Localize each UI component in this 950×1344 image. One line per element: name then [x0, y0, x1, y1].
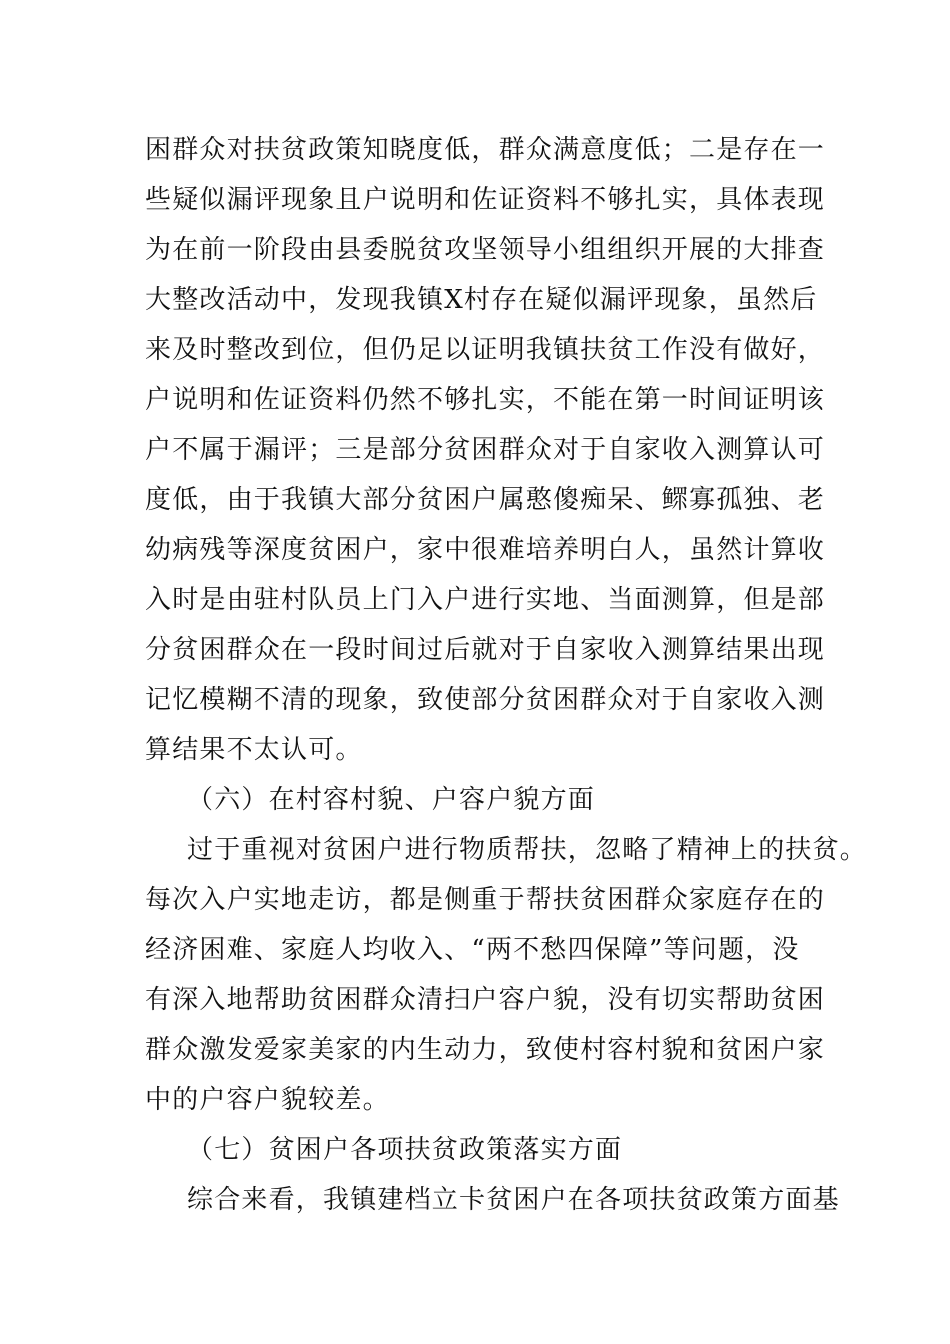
body-text-line: 中的户容户貌较差。 — [145, 1085, 390, 1115]
body-text-line: 每次入户实地走访，都是侧重于帮扶贫困群众家庭存在的 — [145, 885, 826, 915]
body-text-line: 幼病残等深度贫困户，家中很难培养明白人，虽然计算收 — [145, 535, 826, 565]
body-text-line: 算结果不太认可。 — [145, 735, 363, 765]
body-text-line: 来及时整改到位，但仍足以证明我镇扶贫工作没有做好， — [145, 335, 826, 365]
body-text-line: 些疑似漏评现象且户说明和佐证资料不够扎实，具体表现 — [145, 185, 826, 215]
body-text-line: 困群众对扶贫政策知晓度低，群众满意度低；二是存在一 — [145, 135, 826, 165]
paragraph-first-line: 综合来看，我镇建档立卡贫困户在各项扶贫政策方面基 — [187, 1185, 840, 1215]
body-text-line: 度低，由于我镇大部分贫困户属憨傻痴呆、鳏寡孤独、老 — [145, 485, 826, 515]
body-text-line: 有深入地帮助贫困群众清扫户容户貌，没有切实帮助贫困 — [145, 985, 826, 1015]
body-text-line: 为在前一阶段由县委脱贫攻坚领导小组组织开展的大排查 — [145, 235, 826, 265]
body-text-line: 户说明和佐证资料仍然不够扎实，不能在第一时间证明该 — [145, 385, 826, 415]
body-text-line: 群众激发爱家美家的内生动力，致使村容村貌和贫困户家 — [145, 1035, 826, 1065]
body-text-line: 大整改活动中，发现我镇X村存在疑似漏评现象，虽然后 — [145, 285, 818, 315]
body-text-line: 户不属于漏评；三是部分贫困群众对于自家收入测算认可 — [145, 435, 826, 465]
section-heading: （七）贫困户各项扶贫政策落实方面 — [187, 1135, 623, 1165]
body-text-line: 入时是由驻村队员上门入户进行实地、当面测算，但是部 — [145, 585, 826, 615]
body-text-line: 分贫困群众在一段时间过后就对于自家收入测算结果出现 — [145, 635, 826, 665]
body-text-line: 经济困难、家庭人均收入、“两不愁四保障”等问题，没 — [145, 935, 800, 965]
paragraph-first-line: 过于重视对贫困户进行物质帮扶，忽略了精神上的扶贫。 — [187, 835, 868, 865]
body-text-line: 记忆模糊不清的现象，致使部分贫困群众对于自家收入测 — [145, 685, 826, 715]
section-heading: （六）在村容村貌、户容户貌方面 — [187, 785, 596, 815]
